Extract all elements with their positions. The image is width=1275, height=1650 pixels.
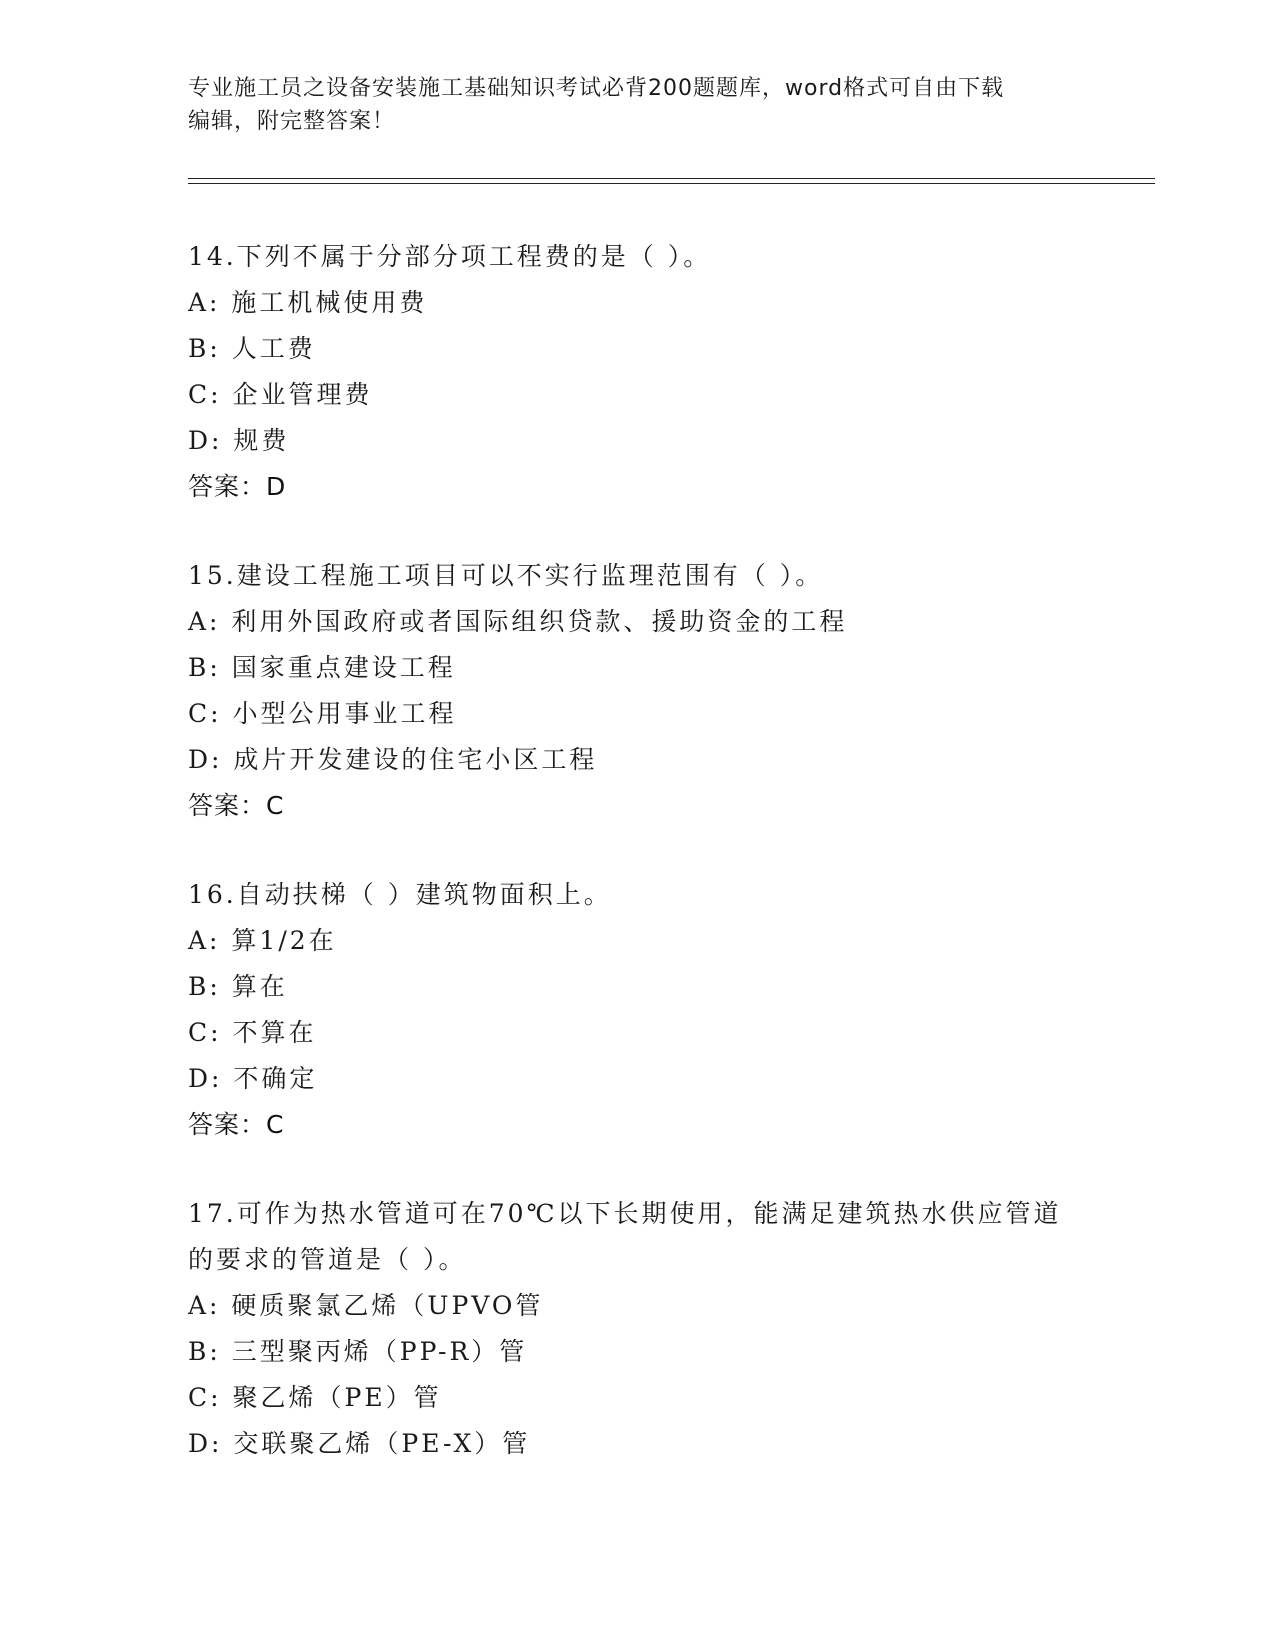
option-d: D: 规费 (188, 426, 290, 455)
option-d: D: 成片开发建设的住宅小区工程 (188, 745, 598, 774)
option-c: C: 小型公用事业工程 (188, 699, 457, 728)
question-14 (188, 234, 1088, 510)
document-header (188, 72, 1088, 138)
option-d: D: 不确定 (188, 1064, 318, 1093)
option-c: C: 企业管理费 (188, 380, 373, 409)
option-a: A: 施工机械使用费 (188, 288, 428, 317)
header-divider-top (188, 178, 1155, 179)
question-stem-line-2: 的要求的管道是（ ）。 (188, 1245, 467, 1274)
header-title-line-1: 专业施工员之设备安装施工基础知识考试必背200题题库，word格式可自由下载 (188, 76, 1005, 101)
option-a: A: 硬质聚氯乙烯（UPVO管 (188, 1291, 544, 1320)
answer-text: 答案：C (188, 1110, 285, 1139)
option-a: A: 利用外国政府或者国际组织贷款、援助资金的工程 (188, 607, 848, 636)
question-stem: 14.下列不属于分部分项工程费的是（ ）。 (188, 242, 712, 271)
question-17 (188, 1191, 1088, 1467)
option-b: B: 国家重点建设工程 (188, 653, 456, 682)
question-15 (188, 553, 1088, 829)
option-a: A: 算1/2在 (188, 926, 337, 955)
option-b: B: 算在 (188, 972, 288, 1001)
question-stem-line-1: 17.可作为热水管道可在70℃以下长期使用，能满足建筑热水供应管道 (188, 1199, 1062, 1228)
option-d: D: 交联聚乙烯（PE-X）管 (188, 1429, 531, 1458)
option-c: C: 不算在 (188, 1018, 317, 1047)
question-stem: 16.自动扶梯（ ）建筑物面积上。 (188, 880, 612, 909)
question-stem: 15.建设工程施工项目可以不实行监理范围有（ ）。 (188, 561, 824, 590)
question-16 (188, 872, 1088, 1148)
option-b: B: 人工费 (188, 334, 316, 363)
answer-text: 答案：D (188, 472, 287, 501)
option-b: B: 三型聚丙烯（PP-R）管 (188, 1337, 528, 1366)
option-c: C: 聚乙烯（PE）管 (188, 1383, 442, 1412)
header-divider-bottom (188, 183, 1155, 184)
answer-text: 答案：C (188, 791, 285, 820)
header-title-line-2: 编辑，附完整答案！ (188, 109, 396, 134)
